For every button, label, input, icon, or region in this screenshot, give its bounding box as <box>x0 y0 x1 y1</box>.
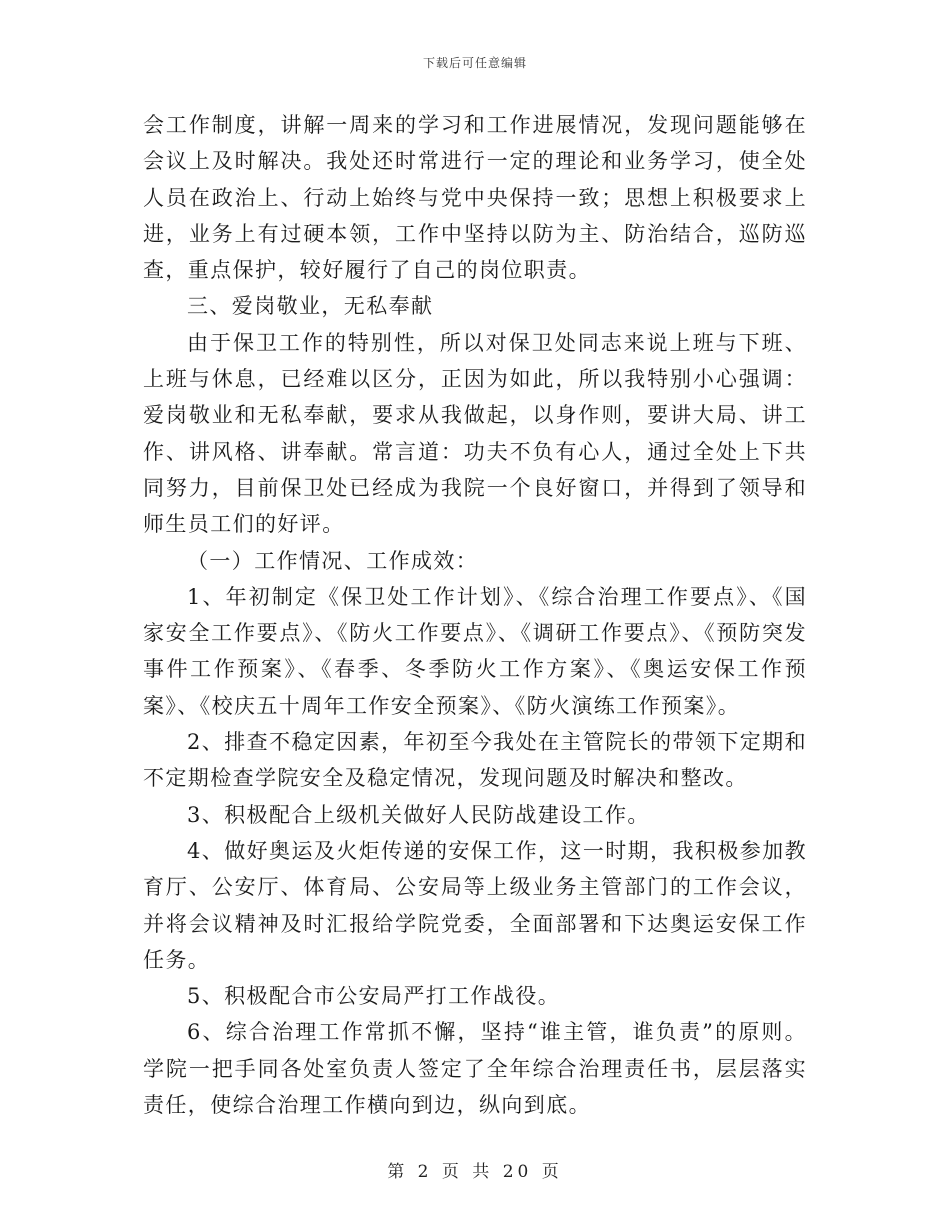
list-item: 5、积极配合市公安局严打工作战役。 <box>187 984 561 1009</box>
subsection-heading: （一）工作情况、工作成效： <box>187 548 479 573</box>
paragraph: 由于保卫工作的特别性，所以对保卫处同志来说上班与下班、上班与休息，已经难以区分，正因为如此，所以我特别小心强调：爱岗敬业和无私奉献，要求从我做起，以身作则，要讲大局、讲工作、讲风格、讲奉献。常言道：功夫不负有心人，通过全处上下共同努力，目前保卫处已经成为我院一个良好窗口，并得到了领导和师生员工们的好评。 <box>143 330 807 537</box>
page-header: 下载后可任意编辑 <box>422 56 527 70</box>
paragraph: 会工作制度，讲解一周来的学习和工作进展情况，发现问题能够在会议上及时解决。我处还时常进行一定的理论和业务学习，使全处人员在政治上、行动上始终与党中央保持一致；思想上积极要求上进，业务上有过硬本领，工作中坚持以防为主、防治结合，巡防巡查，重点保护，较好履行了自己的岗位职责。 <box>143 113 807 283</box>
list-item: 3、积极配合上级机关做好人民防战建设工作。 <box>187 802 650 827</box>
list-item: 1、年初制定《保卫处工作计划》、《综合治理工作要点》、《国家安全工作要点》、《防火工作要点》、《调研工作要点》、《预防突发事件工作预案》、《春季、冬季防火工作方案》、《奥运安保工作预案》、《校庆五十周年工作安全预案》、《防火演练工作预案》。 <box>143 584 807 718</box>
list-item: 2、排查不稳定因素，年初至今我处在主管院长的带领下定期和不定期检查学院安全及稳定情况，发现问题及时解决和整改。 <box>143 730 807 791</box>
page-number-footer: 第 2 页 共 20 页 <box>387 1162 563 1182</box>
list-item: 4、做好奥运及火炬传递的安保工作，这一时期，我积极参加教育厅、公安厅、体育局、公安局等上级业务主管部门的工作会议，并将会议精神及时汇报给学院党委，全面部署和下达奥运安保工作任务。 <box>143 838 807 972</box>
section-heading: 三、爱岗敬业，无私奉献 <box>187 294 434 319</box>
list-item: 6、综合治理工作常抓不懈，坚持“谁主管，谁负责”的原则。学院一把手同各处室负责人签定了全年综合治理责任书，层层落实责任，使综合治理工作横向到边，纵向到底。 <box>143 1020 807 1118</box>
document-body <box>143 107 807 1123</box>
